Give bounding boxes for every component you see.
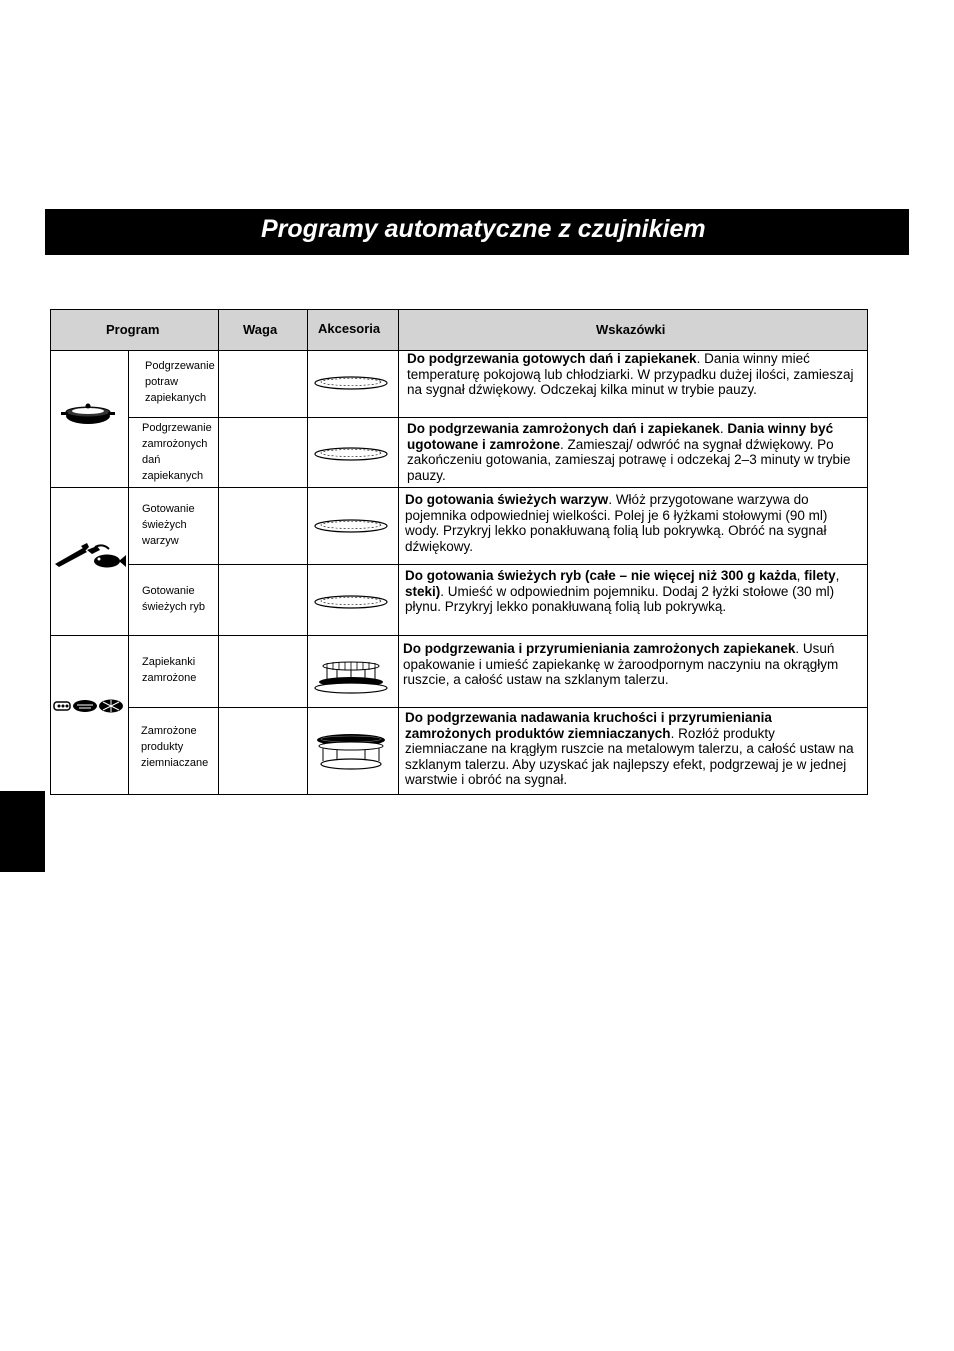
- table-header-row: [51, 310, 868, 350]
- program-label-5: Zapiekanki zamrożone: [142, 656, 197, 684]
- header-akcesoria: Akcesoria: [318, 321, 381, 336]
- description-1: Do podgrzewania gotowych dań i zapiekanek. Dania winny mieć temperaturę pokojową lub chłodziarki. W przypadku dużej ilości, zamieszaj na sygnał dźwiękowy. Odczekaj kilka minut w trybie pauzy.: [407, 351, 854, 397]
- program-label-4: Gotowanie świeżych ryb: [142, 585, 205, 613]
- casserole-icon: [60, 402, 116, 428]
- frozen-foods-icon: [53, 698, 125, 714]
- glass-plate-icon: [313, 446, 389, 462]
- rack-on-plate-icon: [313, 660, 389, 696]
- side-tab-marker: [0, 791, 45, 872]
- header-waga: Waga: [243, 322, 278, 337]
- description-4: Do gotowania świeżych ryb (całe – nie więcej niż 300 g każda, filety, steki). Umieść w odpowiednim pojemniku. Dodaj 2 łyżki stołowe (30 ml) płynu. Przykryj lekko ponakłuwaną folią lub pokrywką.: [405, 568, 840, 614]
- program-label-2: Podgrzewanie zamrożonych dań zapiekanych: [142, 422, 212, 482]
- rack-metal-tray-icon: [313, 731, 389, 773]
- program-label-3: Gotowanie świeżych warzyw: [142, 503, 195, 547]
- description-6: Do podgrzewania nadawania kruchości i przyrumieniania zamrożonych produktów ziemniaczanych. Rozłóż produkty ziemniaczane na krągłym ruszcie na metalowym talerzu, a całość ustaw na szklanym talerzu. Aby uzyskać jak najlepszy efekt, podgrzewaj je w jednej warstwie i obróć na sygnał.: [405, 710, 854, 787]
- description-2: Do podgrzewania zamrożonych dań i zapiekanek. Dania winny być ugotowane i zamrożone. Zamieszaj/ odwróć na sygnał dźwiękowy. Po zakończeniu gotowania, zamieszaj potrawę i odczekaj 2–3 minuty w trybie pauzy.: [407, 421, 851, 483]
- glass-plate-icon: [313, 375, 389, 391]
- program-label-1: Podgrzewanie potraw zapiekanych: [145, 360, 215, 404]
- header-wskazowki: Wskazówki: [596, 322, 666, 337]
- vegetables-fish-icon: [53, 542, 127, 570]
- glass-plate-icon: [313, 518, 389, 534]
- description-3: Do gotowania świeżych warzyw. Włóż przygotowane warzywa do pojemnika odpowiedniej wielkości. Polej je 6 łyżkami stołowymi (90 ml) wody. Przykryj lekko ponakłuwaną folią lub pokrywką. Obróć na sygnał dźwiękowy.: [405, 492, 828, 554]
- glass-plate-icon: [313, 594, 389, 610]
- program-label-6: Zamrożone produkty ziemniaczane: [141, 725, 209, 769]
- title-bar: [45, 209, 909, 255]
- page-title: Programy automatyczne z czujnikiem: [261, 215, 706, 243]
- description-5: Do podgrzewania i przyrumieniania zamrożonych zapiekanek. Usuń opakowanie i umieść zapiekankę w żaroodpornym naczyniu na okrągłym ruszcie, a całość ustaw na szklanym talerzu.: [403, 641, 839, 687]
- header-program: Program: [106, 322, 160, 337]
